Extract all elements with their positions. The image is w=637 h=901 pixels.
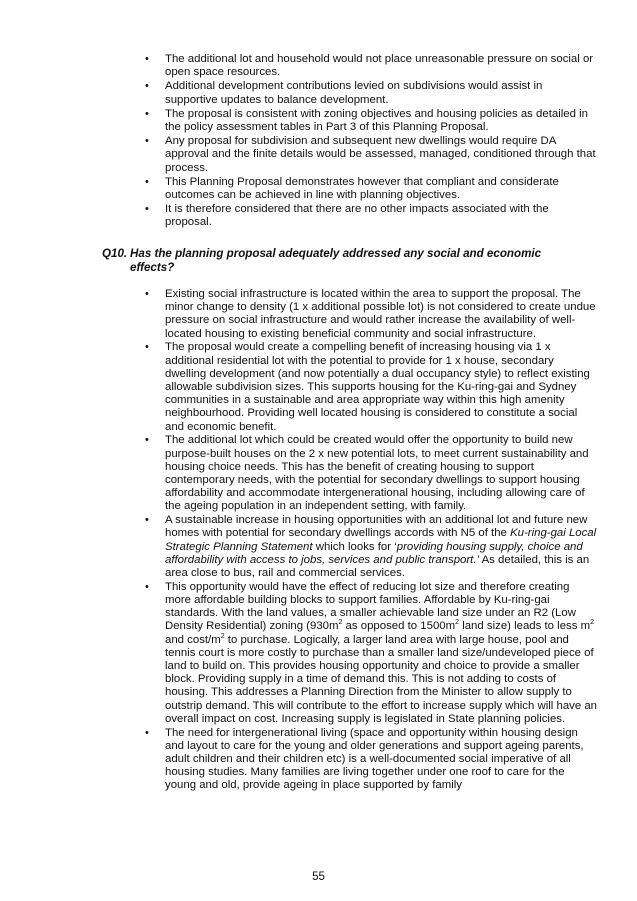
bullet-icon: • [145,434,149,447]
bullet-icon: • [145,53,149,65]
question-text: Has the planning proposal adequately addressed any social and economic effects? [130,247,542,274]
superscript: 2 [338,619,343,627]
list-item-text: Any proposal for subdivision and subsequent new dwellings would require DA approval and the finite details would be assessed, managed, conditioned through that process. [165,135,596,174]
text-run: to purchase. Logically, a larger land area with large house, pool and tennis court is more costly to purchase than a smaller land size/undeveloped piece of land to build on. This provides housing opportunity and choice to provide a smaller block. Providing supply in a time of demand this. This is not adding to costs of housing. This addresses a Planning Direction from the Minister to allow supply to outstrip demand. This will contribute to the effort to increase supply which will have an overall impact on cost. Increasing supply is legislated in State planning policies. [165,633,598,725]
page-number: 55 [312,871,325,883]
bullet-icon: • [145,203,149,216]
list-item-text [165,581,597,725]
list-item [145,580,598,726]
bullet-icon: • [145,726,149,739]
list-item [145,288,597,341]
question-heading [102,247,582,275]
bullet-list-top [145,53,597,231]
list-item [145,726,597,793]
list-item [145,341,597,433]
question-number: Q10. [102,247,128,260]
list-item [145,175,597,202]
list-item-text: Additional development contributions levied on subdivisions would assist in supportive updates to balance development. [165,80,543,106]
list-item [145,203,597,229]
bullet-icon: • [145,288,149,300]
text-run: land size) leads to less m [459,620,591,633]
list-item [145,434,597,513]
list-item [145,80,597,106]
list-item-text: The need for intergenerational living (space and opportunity within housing design and layout to care for the young and older generations and support ageing parents, adult children and their children etc) is a well-documented social imperative of all housing studies. Many families are living together under one roof to care for the young and old, provide ageing in place supported by family [165,726,584,792]
list-item-text: The proposal is consistent with zoning objectives and housing policies as detailed in the policy assessment tables in Part 3 of this Planning Proposal. [165,107,588,134]
bullet-list-q10 [145,288,598,793]
list-item-text: It is therefore considered that there are no other impacts associated with the proposal. [165,203,549,229]
bullet-icon: • [145,135,149,148]
superscript: 2 [590,619,594,627]
text-run: as opposed to 1500m [342,620,456,633]
text-run: A sustainable increase in housing opportunities with an additional lot and future new homes with potential for secondary dwellings accords with N5 of the [165,514,588,540]
list-item-text: Existing social infrastructure is located within the area to support the proposal. The minor change to density (1 x additional possible lot) is not considered to create undue pressure on social infrastructure and would rather increase the availability of well-located housing to existing beneficial community and social infrastructure. [165,288,596,340]
text-run: which looks for ‘ [312,540,397,553]
text-run: As detailed, this is an area close to bus, rail and commercial services. [165,553,590,580]
list-item [145,107,597,134]
quote-italic: providing housing supply, choice and affordability with access to jobs, services and public transport.’ [165,540,583,566]
bullet-icon: • [145,580,149,593]
list-item-text [165,514,596,579]
superscript: 2 [220,632,225,640]
list-item [145,53,597,79]
list-item-text: The additional lot and household would not place unreasonable pressure on social or open space resources. [165,53,594,79]
superscript: 2 [455,619,460,627]
bullet-icon: • [145,514,149,527]
list-item [145,135,597,175]
bullet-icon: • [145,107,149,120]
list-item-text: The proposal would create a compelling benefit of increasing housing via 1 x additional residential lot with the potential to provide for 1 x house, secondary dwelling development (and now potentially a dual occupancy style) to reflect existing allowable subdivision sizes. This supports housing for the Ku-ring-gai and Sydney communities in a sustainable and area appropriate way within this high amenity neighbourhood. Providing well located housing is considered to constitute a social and economic benefit. [165,341,590,433]
list-item [145,514,597,580]
list-item-text: This Planning Proposal demonstrates however that compliant and considerate outcomes can be achieved in line with planning objectives. [165,175,559,202]
document-title-italic: Ku-ring-gai Local Strategic Planning Statement [165,527,597,553]
bullet-icon: • [145,80,149,93]
bullet-icon: • [145,341,149,354]
bullet-icon: • [145,175,149,188]
text-run: and cost/m [165,633,221,646]
text-run: This opportunity would have the effect of reducing lot size and therefore creating more affordable building blocks to support families. Affordable by Ku-ring-gai standards. With the land values, a smaller achievable land size under an R2 (Low Density Residential) zoning (930m [165,580,576,633]
list-item-text: The additional lot which could be created would offer the opportunity to build new purpose-built houses on the 2 x new potential lots, to meet current sustainability and housing choice needs. This has the benefit of creating housing to support contemporary needs, with the potential for secondary dwellings to support housing affordability and accommodate intergenerational housing, including allowing care of the ageing population in an independent setting, with family. [165,434,589,513]
